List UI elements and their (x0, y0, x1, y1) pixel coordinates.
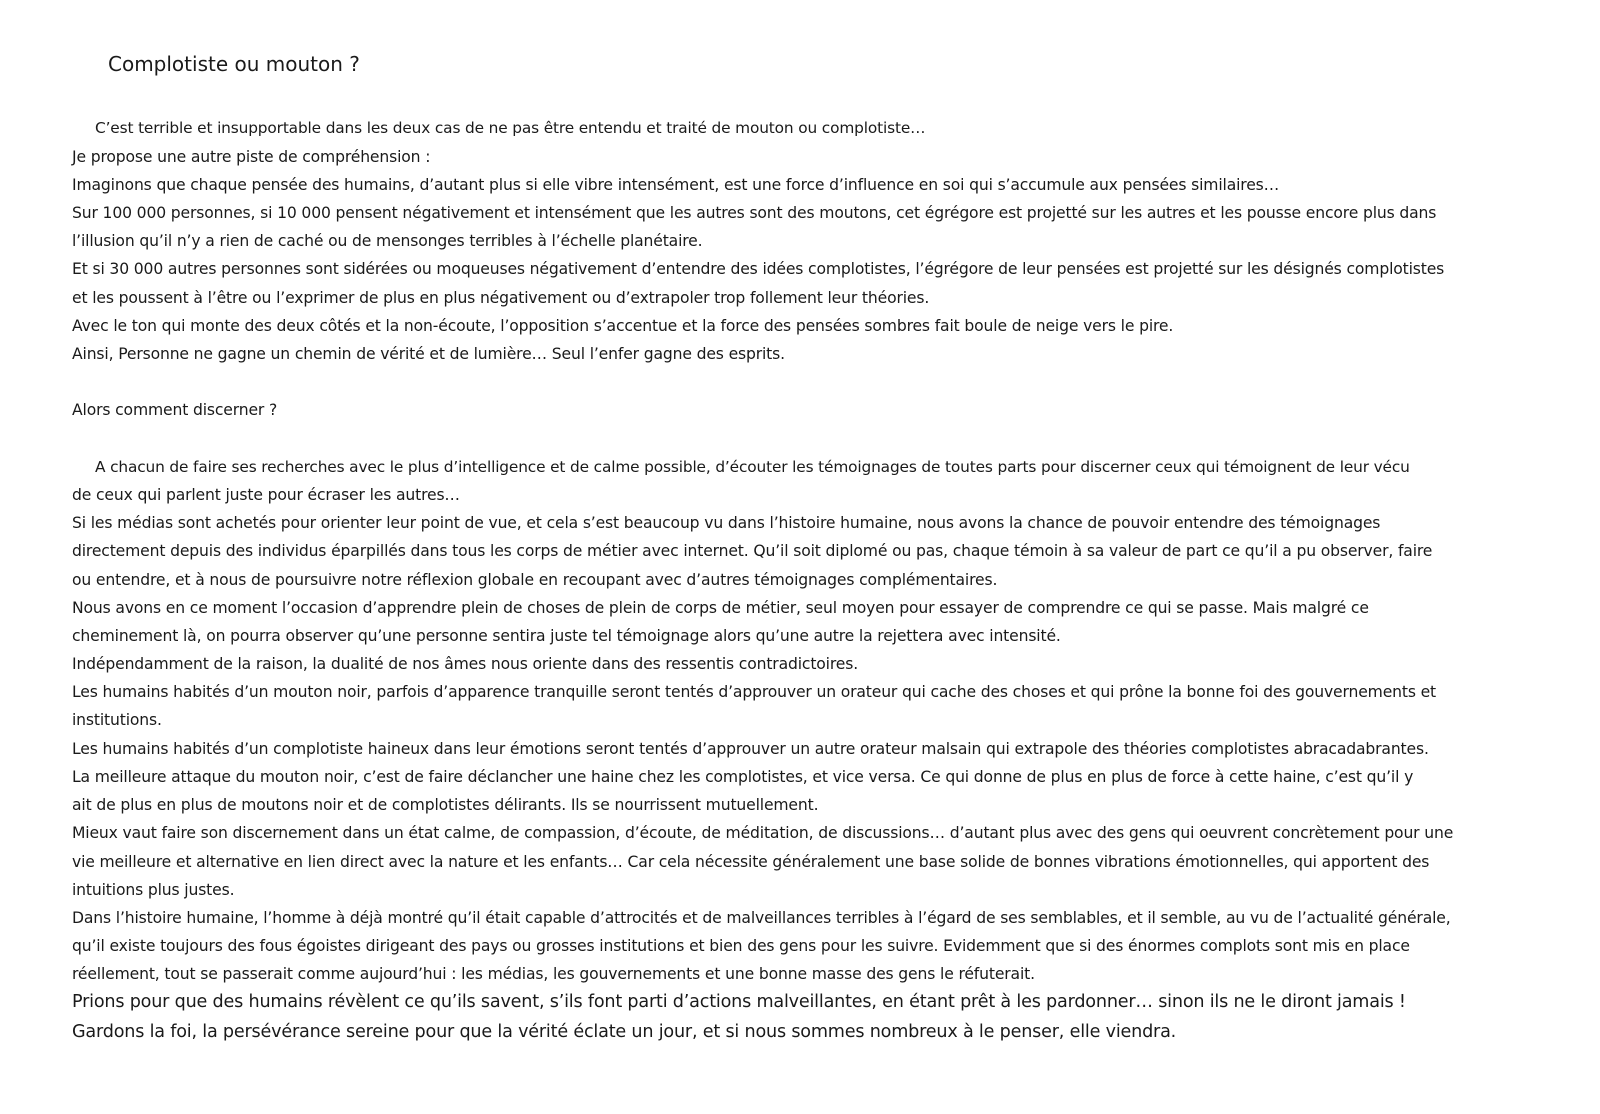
text-line: ait de plus en plus de moutons noir et de complotistes délirants. Ils se nourrissent mutuellement. (72, 796, 819, 814)
text-line: Les humains habités d’un complotiste haineux dans leur émotions seront tentés d’approuver un autre orateur malsain qui extrapole des théories complotistes abracadabrantes. (72, 740, 1429, 758)
closing-line: Gardons la foi, la persévérance sereine pour que la vérité éclate un jour, et si nous sommes nombreux à le penser, elle viendra. (72, 1022, 1177, 1042)
text-line: directement depuis des individus éparpillés dans tous les corps de métier avec internet. Qu’il soit diplomé ou pas, chaque témoin à sa valeur de part ce qu’il a pu observer, faire (72, 542, 1433, 560)
text-line: réellement, tout se passerait comme aujourd’hui : les médias, les gouvernements et une bonne masse des gens le réfuterait. (72, 965, 1035, 983)
text-line: A chacun de faire ses recherches avec le plus d’intelligence et de calme possible, d’écouter les témoignages de toutes parts pour discerner ceux qui témoignent de leur vécu (95, 458, 1410, 476)
text-line: Avec le ton qui monte des deux côtés et la non-écoute, l’opposition s’accentue et la force des pensées sombres fait boule de neige vers le pire. (72, 317, 1174, 335)
text-line: Nous avons en ce moment l’occasion d’apprendre plein de choses de plein de corps de métier, seul moyen pour essayer de comprendre ce qui se passe. Mais malgré ce (72, 599, 1369, 617)
text-line: l’illusion qu’il n’y a rien de caché ou de mensonges terribles à l’échelle planétaire. (72, 232, 703, 250)
text-line: qu’il existe toujours des fous égoistes dirigeant des pays ou grosses institutions et bien des gens pour les suivre. Evidemment que si des énormes complots sont mis en place (72, 937, 1410, 955)
section-question: Alors comment discerner ? (72, 401, 278, 419)
text-line: Dans l’histoire humaine, l’homme à déjà montré qu’il était capable d’attrocités et de malveillances terribles à l’égard de ses semblables, et il semble, au vu de l’actualité générale, (72, 909, 1451, 927)
closing-line: Prions pour que des humains révèlent ce qu’ils savent, s’ils font parti d’actions malveillantes, en étant prêt à les pardonner… sinon ils ne le diront jamais ! (72, 992, 1406, 1012)
text-line: cheminement là, on pourra observer qu’une personne sentira juste tel témoignage alors qu’une autre la rejettera avec intensité. (72, 627, 1061, 645)
text-line: vie meilleure et alternative en lien direct avec la nature et les enfants… Car cela nécessite généralement une base solide de bonnes vibrations émotionnelles, qui apportent des (72, 853, 1430, 871)
text-line: Ainsi, Personne ne gagne un chemin de vérité et de lumière… Seul l’enfer gagne des esprits. (72, 345, 785, 363)
text-line: Si les médias sont achetés pour orienter leur point de vue, et cela s’est beaucoup vu dans l’histoire humaine, nous avons la chance de pouvoir entendre des témoignages (72, 514, 1381, 532)
text-line: ou entendre, et à nous de poursuivre notre réflexion globale en recoupant avec d’autres témoignages complémentaires. (72, 571, 998, 589)
text-line: Les humains habités d’un mouton noir, parfois d’apparence tranquille seront tentés d’approuver un orateur qui cache des choses et qui prône la bonne foi des gouvernements et (72, 683, 1437, 701)
document-title: Complotiste ou mouton ? (108, 52, 360, 76)
text-line: Mieux vaut faire son discernement dans un état calme, de compassion, d’écoute, de méditation, de discussions… d’autant plus avec des gens qui oeuvrent concrètement pour une (72, 824, 1454, 842)
text-line: de ceux qui parlent juste pour écraser les autres… (72, 486, 460, 504)
text-line: institutions. (72, 711, 162, 729)
text-line: C’est terrible et insupportable dans les deux cas de ne pas être entendu et traité de mouton ou complotiste… (95, 119, 926, 137)
text-line: Imaginons que chaque pensée des humains, d’autant plus si elle vibre intensément, est une force d’influence en soi qui s’accumule aux pensées similaires… (72, 176, 1280, 194)
text-line: Sur 100 000 personnes, si 10 000 pensent négativement et intensément que les autres sont des moutons, cet égrégore est projetté sur les autres et les pousse encore plus dans (72, 204, 1437, 222)
text-line: intuitions plus justes. (72, 881, 235, 899)
text-line: Je propose une autre piste de compréhension : (72, 148, 431, 166)
text-line: La meilleure attaque du mouton noir, c’est de faire déclancher une haine chez les complotistes, et vice versa. Ce qui donne de plus en plus de force à cette haine, c’est qu’il y (72, 768, 1414, 786)
text-line: Et si 30 000 autres personnes sont sidérées ou moqueuses négativement d’entendre des idées complotistes, l’égrégore de leur pensées est projetté sur les désignés complotistes (72, 260, 1445, 278)
text-line: et les poussent à l’être ou l’exprimer de plus en plus négativement ou d’extrapoler trop follement leur théories. (72, 289, 930, 307)
text-line: Indépendamment de la raison, la dualité de nos âmes nous oriente dans des ressentis contradictoires. (72, 655, 859, 673)
